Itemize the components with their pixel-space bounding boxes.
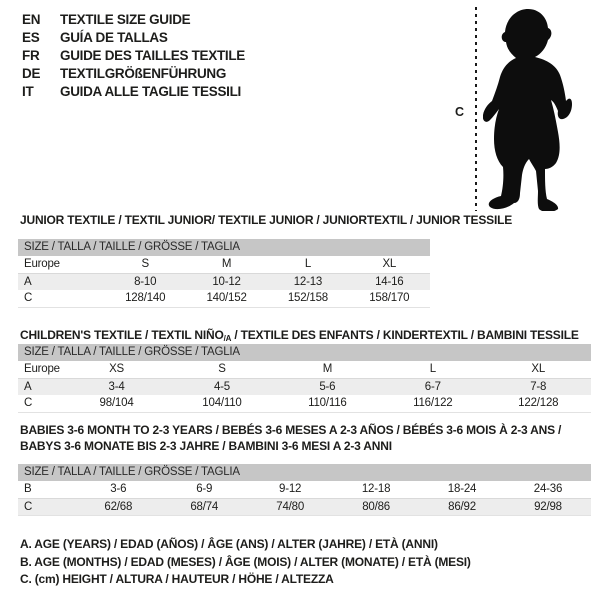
cell: 24-36 — [505, 481, 591, 498]
height-measure-dotted-line — [475, 7, 477, 211]
col-header: S — [169, 361, 274, 378]
cell: 98/104 — [64, 395, 169, 412]
cell: 7-8 — [486, 378, 591, 395]
junior-section-heading: JUNIOR TEXTILE / TEXTIL JUNIOR/ TEXTILE JUNIOR / JUNIORTEXTIL / JUNIOR TESSILE — [20, 213, 513, 227]
toddler-silhouette-image — [483, 5, 591, 211]
cell: 14-16 — [349, 273, 430, 290]
footnote-a: A. AGE (YEARS) / EDAD (AÑOS) / ÂGE (ANS) / ALTER (JAHRE) / ETÀ (ANNI) — [20, 537, 438, 551]
table-row — [18, 361, 591, 378]
table-row — [18, 498, 591, 515]
cell: 158/170 — [349, 290, 430, 307]
cell: 86/92 — [419, 498, 505, 515]
cell: 10-12 — [186, 273, 267, 290]
language-code: IT — [22, 84, 34, 99]
language-code: ES — [22, 30, 40, 45]
footnote-legend — [20, 536, 471, 589]
cell: 62/68 — [75, 498, 161, 515]
guide-title: GUÍA DE TALLAS — [60, 30, 168, 45]
row-label: A — [18, 378, 64, 395]
row-label: A — [18, 273, 105, 290]
babies-size-table — [18, 464, 591, 516]
cell: 140/152 — [186, 290, 267, 307]
col-header: L — [267, 256, 348, 273]
size-header-bar: SIZE / TALLA / TAILLE / GRÖSSE / TAGLIA — [18, 464, 591, 481]
heading-subscript: /A — [223, 334, 232, 343]
guide-title: GUIDE DES TAILLES TEXTILE — [60, 48, 246, 63]
footnote-b: B. AGE (MONTHS) / EDAD (MESES) / ÂGE (MOIS) / ALTER (MONATE) / ETÀ (MESI) — [20, 554, 471, 569]
guide-title: GUIDA ALLE TAGLIE TESSILI — [60, 84, 241, 99]
cell: 122/128 — [486, 395, 591, 412]
footnote-c: C. (cm) HEIGHT / ALTURA / HAUTEUR / HÖHE / ALTEZZA — [20, 572, 334, 586]
cell: 3-6 — [75, 481, 161, 498]
children-size-table — [18, 344, 591, 413]
cell: 12-18 — [333, 481, 419, 498]
heading-line: BABYS 3-6 MONATE BIS 2-3 JAHRE / BAMBINI 3-6 MESI A 2-3 ANNI — [20, 438, 392, 453]
cell: 3-4 — [64, 378, 169, 395]
babies-section-heading — [20, 423, 561, 454]
cell: 6-7 — [380, 378, 485, 395]
cell: 92/98 — [505, 498, 591, 515]
language-code: DE — [22, 66, 41, 81]
language-row — [22, 11, 245, 29]
height-measure-label: C — [455, 105, 465, 119]
cell: 74/80 — [247, 498, 333, 515]
language-row — [22, 83, 245, 101]
heading-text: CHILDREN'S TEXTILE / TEXTIL NIÑO — [20, 328, 224, 342]
language-row — [22, 47, 245, 65]
table-row — [18, 481, 591, 498]
cell: 12-13 — [267, 273, 348, 290]
size-header-bar: SIZE / TALLA / TAILLE / GRÖSSE / TAGLIA — [18, 239, 430, 256]
heading-line: BABIES 3-6 MONTH TO 2-3 YEARS / BEBÉS 3-6 MESES A 2-3 AÑOS / BÉBÉS 3-6 MOIS À 2-3 ANS / — [20, 423, 562, 437]
row-label: Europe — [18, 361, 64, 378]
cell: 116/122 — [380, 395, 485, 412]
language-code: EN — [22, 12, 41, 27]
row-label: B — [18, 481, 75, 498]
table-row — [18, 290, 430, 307]
col-header: M — [275, 361, 380, 378]
language-title-list — [22, 11, 245, 101]
col-header: XL — [349, 256, 430, 273]
language-row — [22, 65, 245, 83]
table-row — [18, 378, 591, 395]
cell: 8-10 — [105, 273, 186, 290]
row-label: C — [18, 498, 75, 515]
language-code: FR — [22, 48, 40, 63]
cell: 152/158 — [267, 290, 348, 307]
table-row — [18, 395, 591, 412]
col-header: M — [186, 256, 267, 273]
row-label: Europe — [18, 256, 105, 273]
table-row — [18, 256, 430, 273]
row-label: C — [18, 395, 64, 412]
cell: 80/86 — [333, 498, 419, 515]
table-row — [18, 273, 430, 290]
cell: 18-24 — [419, 481, 505, 498]
col-header: S — [105, 256, 186, 273]
cell: 4-5 — [169, 378, 274, 395]
col-header: XS — [64, 361, 169, 378]
cell: 104/110 — [169, 395, 274, 412]
children-section-heading — [20, 328, 579, 343]
guide-title: TEXTILGRÖßENFÜHRUNG — [60, 66, 227, 81]
cell: 110/116 — [275, 395, 380, 412]
cell: 5-6 — [275, 378, 380, 395]
guide-title: TEXTILE SIZE GUIDE — [60, 12, 191, 27]
cell: 68/74 — [161, 498, 247, 515]
junior-size-table — [18, 239, 430, 308]
cell: 9-12 — [247, 481, 333, 498]
col-header: L — [380, 361, 485, 378]
cell: 128/140 — [105, 290, 186, 307]
language-row — [22, 29, 245, 47]
col-header: XL — [486, 361, 591, 378]
size-header-bar: SIZE / TALLA / TAILLE / GRÖSSE / TAGLIA — [18, 344, 591, 361]
cell: 6-9 — [161, 481, 247, 498]
row-label: C — [18, 290, 105, 307]
heading-text: / TEXTILE DES ENFANTS / KINDERTEXTIL / BAMBINI TESSILE — [231, 328, 579, 342]
